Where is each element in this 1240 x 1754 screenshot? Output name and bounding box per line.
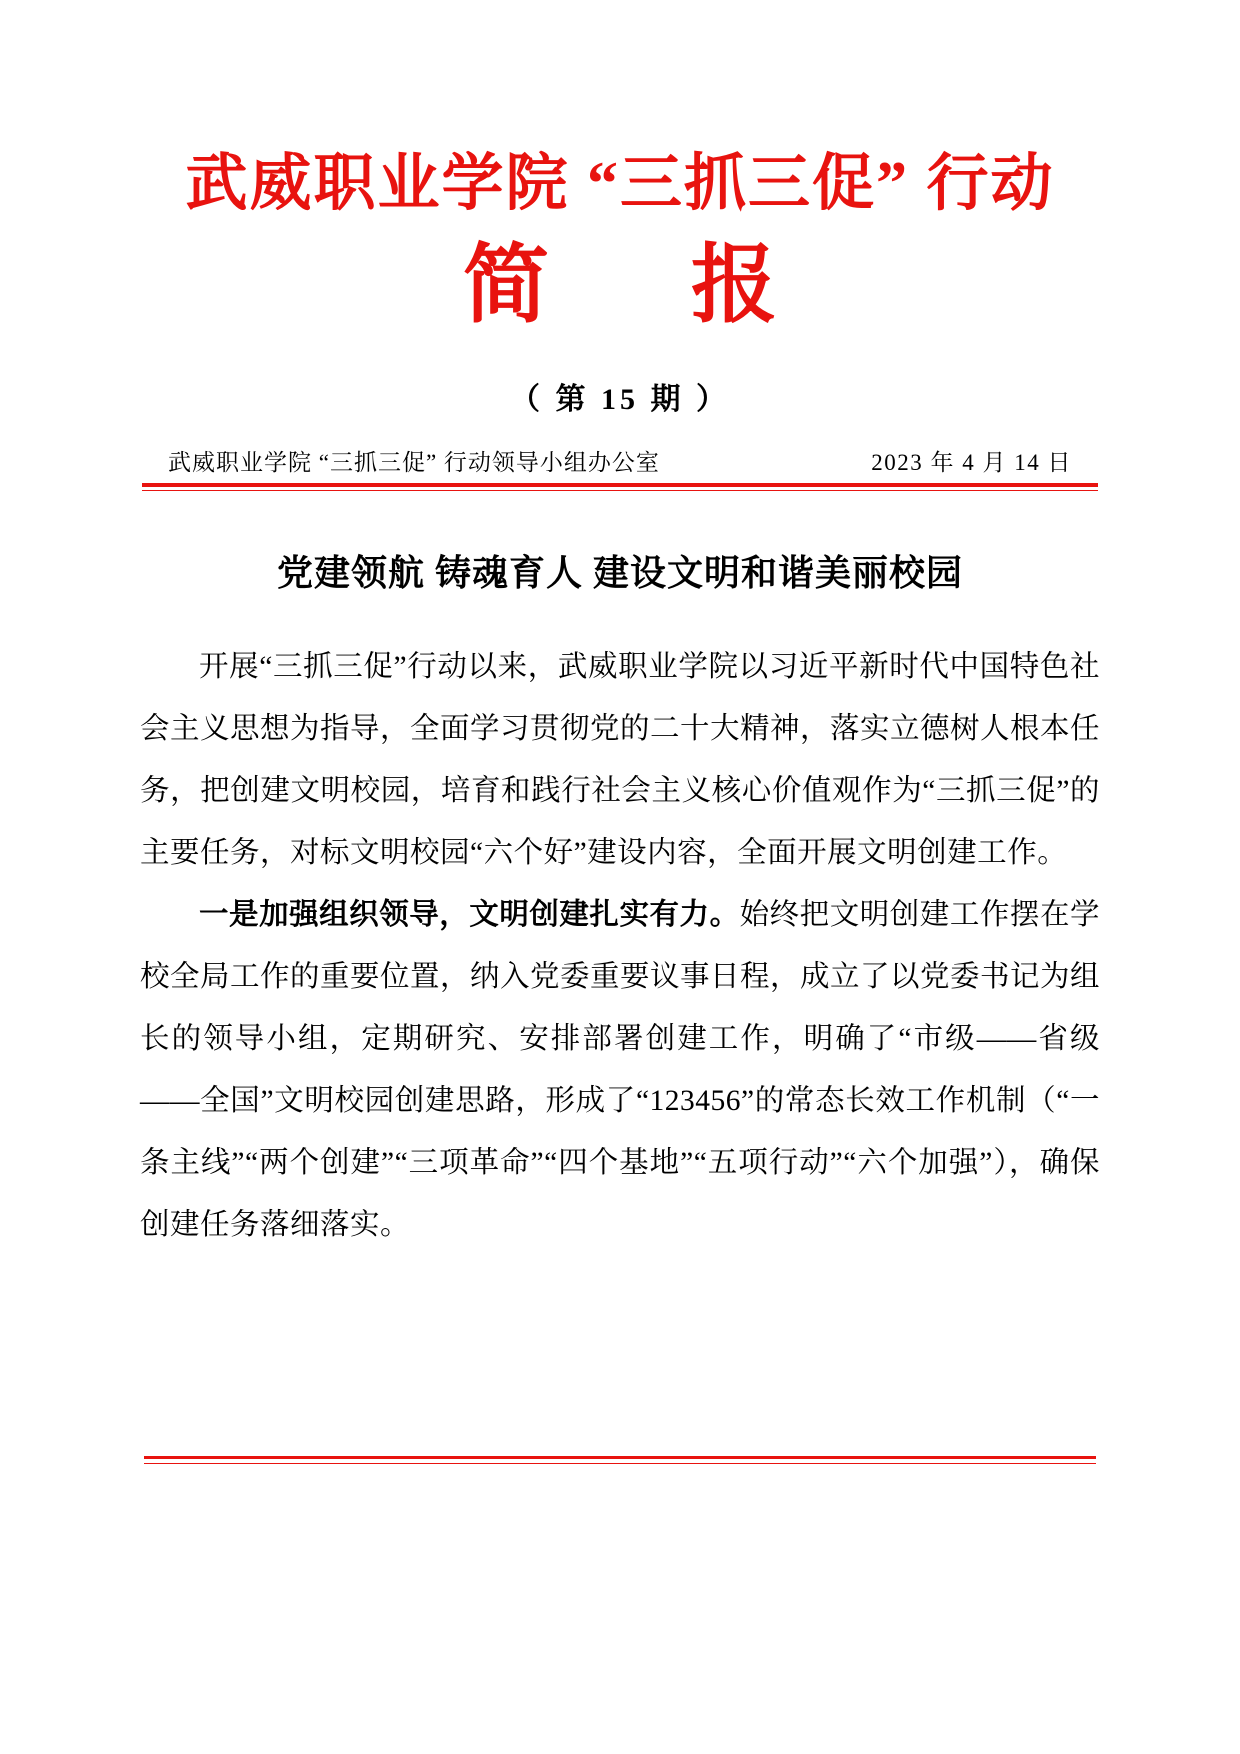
paragraph-2-lead: 一是加强组织领导，文明创建扎实有力。 (199, 898, 740, 931)
article-body (140, 636, 1100, 1256)
issue-date: 2023 年 4 月 14 日 (871, 449, 1072, 475)
masthead-meta-row (140, 444, 1100, 483)
masthead-rule-thin (142, 490, 1098, 491)
masthead-title-line1: 武威职业学院 “三抓三促” 行动 (185, 150, 1055, 218)
footer-rules (142, 1456, 1098, 1464)
issue-number: （ 第 15 期 ） (510, 382, 730, 416)
issuing-office: 武威职业学院 “三抓三促” 行动领导小组办公室 (168, 449, 660, 475)
footer-rule-thick (144, 1456, 1096, 1459)
paragraph-1: 开展“三抓三促”行动以来，武威职业学院以习近平新时代中国特色社会主义思想为指导，全面学习贯彻党的二十大精神，落实立德树人根本任务，把创建文明校园，培育和践行社会主义核心价值观作为“三抓三促”的主要任务，对标文明校园“六个好”建设内容，全面开展文明创建工作。 (140, 650, 1101, 869)
paragraph-2 (140, 884, 1100, 1256)
footer-rule-thin (144, 1463, 1096, 1464)
paragraph-2-rest: 始终把文明创建工作摆在学校全局工作的重要位置，纳入党委重要议事日程，成立了以党委书记为组长的领导小组，定期研究、安排部署创建工作，明确了“市级——省级——全国”文明校园创建思路，形成了“123456”的常态长效工作机制（“一条主线”“两个创建”“三项革命”“四个基地”“五项行动”“六个加强”），确保创建任务落细落实。 (140, 898, 1101, 1241)
masthead-rule-thick (142, 483, 1098, 487)
masthead (140, 0, 1100, 418)
masthead-title-line2: 简 报 (463, 237, 805, 334)
article-title: 党建领航 铸魂育人 建设文明和谐美丽校园 (276, 552, 963, 593)
